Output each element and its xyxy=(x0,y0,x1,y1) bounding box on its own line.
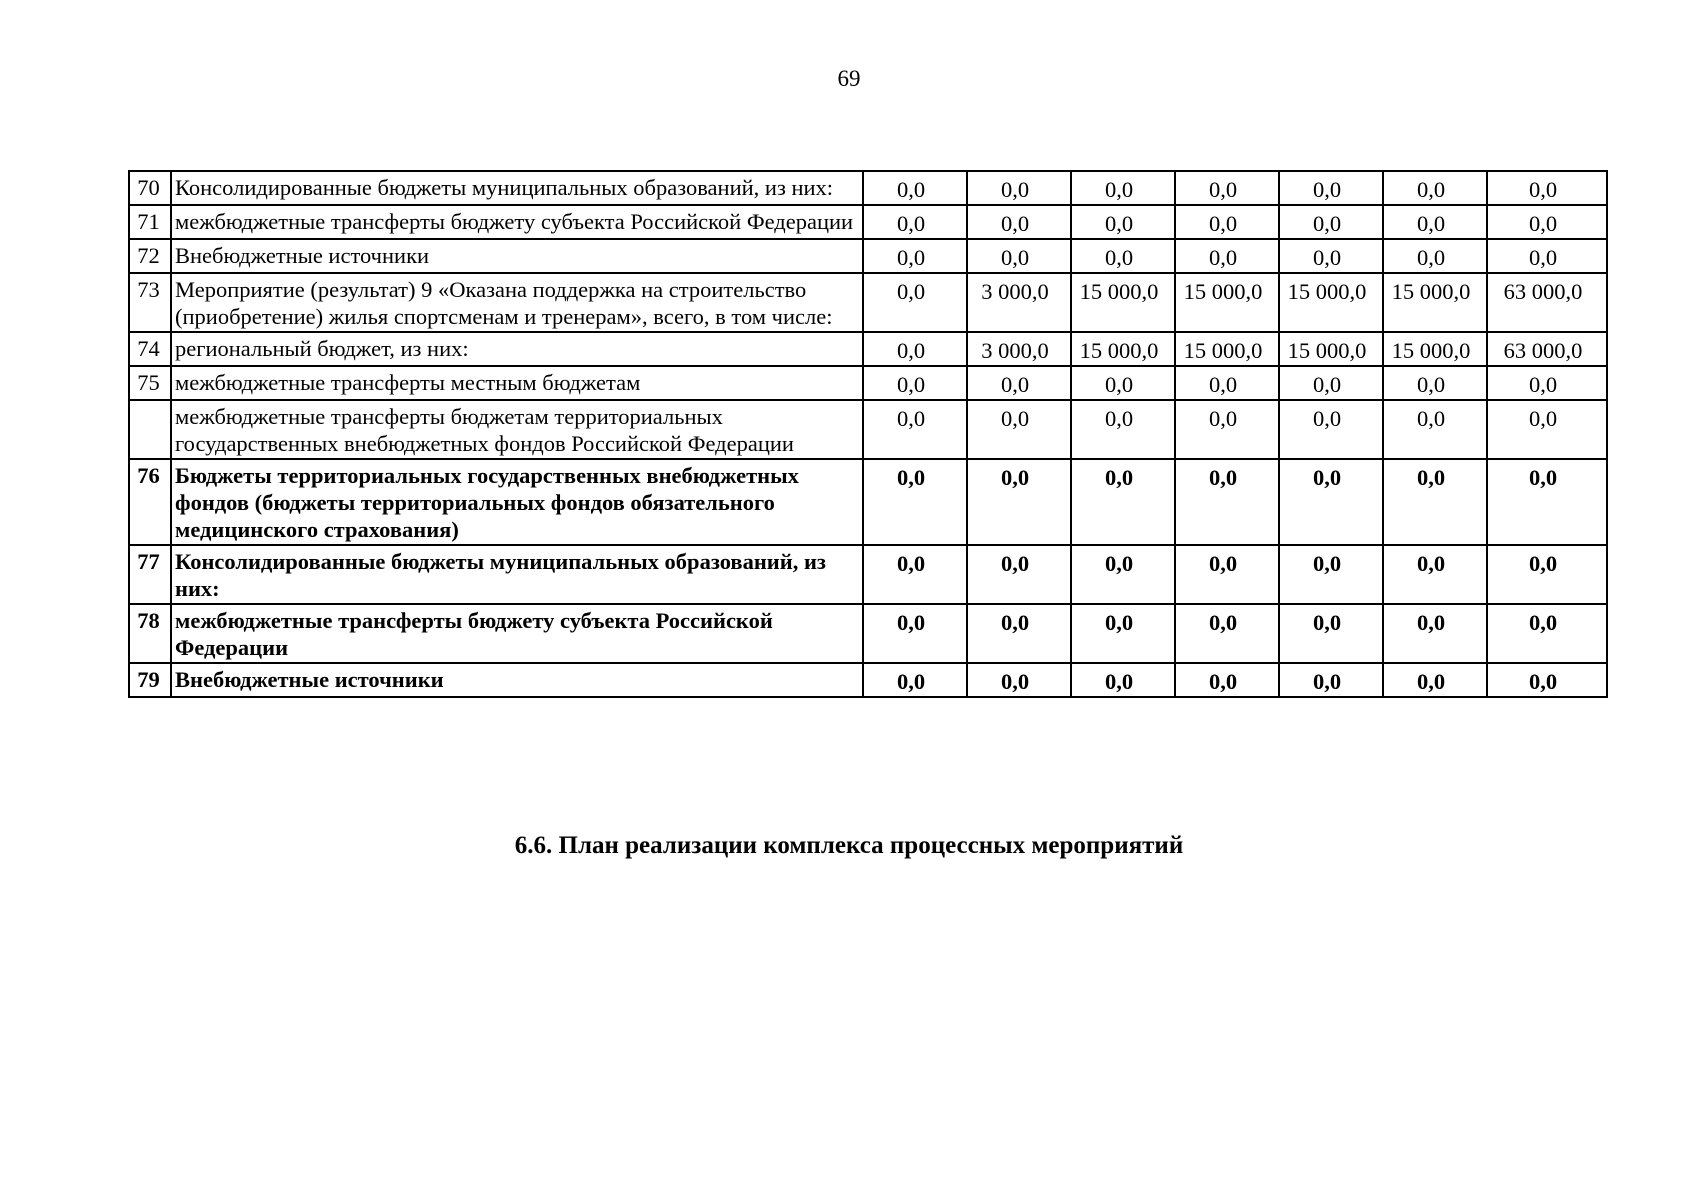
value-cell: 0,0 xyxy=(1383,366,1487,400)
value-cell: 0,0 xyxy=(1383,663,1487,697)
value-cell: 0,0 xyxy=(1383,459,1487,545)
row-label: региональный бюджет, из них: xyxy=(171,332,863,366)
value-cell: 0,0 xyxy=(1383,604,1487,663)
value-cell: 3 000,0 xyxy=(967,273,1071,332)
value-cell: 0,0 xyxy=(1175,459,1279,545)
table-row xyxy=(129,239,1607,273)
value-cell: 0,0 xyxy=(1383,400,1487,459)
value-cell: 3 000,0 xyxy=(967,332,1071,366)
value-cell: 0,0 xyxy=(1487,239,1607,273)
value-cell: 15 000,0 xyxy=(1175,332,1279,366)
value-cell: 63 000,0 xyxy=(1487,273,1607,332)
value-cell: 0,0 xyxy=(1487,604,1607,663)
value-cell: 0,0 xyxy=(863,273,967,332)
value-cell: 15 000,0 xyxy=(1279,273,1383,332)
value-cell: 0,0 xyxy=(1175,545,1279,604)
value-cell: 0,0 xyxy=(1279,366,1383,400)
value-cell: 0,0 xyxy=(1175,663,1279,697)
row-label: Бюджеты территориальных государственных внебюджетных фондов (бюджеты территориальных фондов обязательного медицинского страхования) xyxy=(171,459,863,545)
table-body xyxy=(129,171,1607,697)
value-cell: 0,0 xyxy=(1279,459,1383,545)
value-cell: 0,0 xyxy=(863,366,967,400)
value-cell: 0,0 xyxy=(1071,604,1175,663)
row-number: 79 xyxy=(129,663,171,697)
row-number: 75 xyxy=(129,366,171,400)
row-label: Консолидированные бюджеты муниципальных образований, из них: xyxy=(171,171,863,205)
page-number: 69 xyxy=(837,66,861,91)
value-cell: 0,0 xyxy=(1071,400,1175,459)
value-cell: 63 000,0 xyxy=(1487,332,1607,366)
value-cell: 0,0 xyxy=(967,366,1071,400)
row-number: 72 xyxy=(129,239,171,273)
value-cell: 0,0 xyxy=(1071,459,1175,545)
row-label: Мероприятие (результат) 9 «Оказана поддержка на строительство (приобретение) жилья спортсменам и тренерам», всего, в том числе: xyxy=(171,273,863,332)
value-cell: 0,0 xyxy=(1175,205,1279,239)
value-cell: 0,0 xyxy=(863,171,967,205)
value-cell: 0,0 xyxy=(1487,171,1607,205)
table-row xyxy=(129,545,1607,604)
table-row xyxy=(129,663,1607,697)
value-cell: 0,0 xyxy=(1071,239,1175,273)
value-cell: 0,0 xyxy=(1487,205,1607,239)
value-cell: 0,0 xyxy=(1071,545,1175,604)
row-number: 76 xyxy=(129,459,171,545)
value-cell: 0,0 xyxy=(1279,239,1383,273)
value-cell: 0,0 xyxy=(1487,459,1607,545)
value-cell: 0,0 xyxy=(1487,663,1607,697)
value-cell: 0,0 xyxy=(1279,663,1383,697)
table-row xyxy=(129,205,1607,239)
value-cell: 0,0 xyxy=(863,663,967,697)
value-cell: 0,0 xyxy=(967,239,1071,273)
value-cell: 0,0 xyxy=(967,459,1071,545)
value-cell: 15 000,0 xyxy=(1175,273,1279,332)
value-cell: 0,0 xyxy=(967,663,1071,697)
value-cell: 0,0 xyxy=(967,205,1071,239)
value-cell: 0,0 xyxy=(1071,171,1175,205)
value-cell: 15 000,0 xyxy=(1383,273,1487,332)
row-number: 73 xyxy=(129,273,171,332)
value-cell: 0,0 xyxy=(1487,400,1607,459)
row-label: Внебюджетные источники xyxy=(171,663,863,697)
table-row xyxy=(129,273,1607,332)
value-cell: 0,0 xyxy=(863,400,967,459)
value-cell: 0,0 xyxy=(1175,604,1279,663)
row-number: 70 xyxy=(129,171,171,205)
value-cell: 0,0 xyxy=(863,604,967,663)
row-label: межбюджетные трансферты местным бюджетам xyxy=(171,366,863,400)
value-cell: 0,0 xyxy=(863,205,967,239)
row-number: 77 xyxy=(129,545,171,604)
value-cell: 0,0 xyxy=(1175,400,1279,459)
value-cell: 0,0 xyxy=(1071,663,1175,697)
row-number: 71 xyxy=(129,205,171,239)
value-cell: 0,0 xyxy=(1175,171,1279,205)
value-cell: 0,0 xyxy=(1175,366,1279,400)
value-cell: 0,0 xyxy=(967,604,1071,663)
value-cell: 0,0 xyxy=(1487,545,1607,604)
value-cell: 0,0 xyxy=(1383,239,1487,273)
value-cell: 0,0 xyxy=(1071,205,1175,239)
row-label: Внебюджетные источники xyxy=(171,239,863,273)
row-number: 74 xyxy=(129,332,171,366)
value-cell: 0,0 xyxy=(1279,604,1383,663)
value-cell: 15 000,0 xyxy=(1071,273,1175,332)
value-cell: 0,0 xyxy=(863,459,967,545)
table-row xyxy=(129,366,1607,400)
table-row xyxy=(129,400,1607,459)
value-cell: 15 000,0 xyxy=(1279,332,1383,366)
value-cell: 0,0 xyxy=(1175,239,1279,273)
value-cell: 0,0 xyxy=(863,332,967,366)
row-label: межбюджетные трансферты бюджетам территориальных государственных внебюджетных фондов Российской Федерации xyxy=(171,400,863,459)
value-cell: 0,0 xyxy=(1383,545,1487,604)
value-cell: 15 000,0 xyxy=(1071,332,1175,366)
value-cell: 0,0 xyxy=(863,545,967,604)
row-label: межбюджетные трансферты бюджету субъекта Российской Федерации xyxy=(171,604,863,663)
row-number xyxy=(129,400,171,459)
table-row xyxy=(129,459,1607,545)
budget-table xyxy=(128,170,1608,698)
value-cell: 0,0 xyxy=(1279,400,1383,459)
table-row xyxy=(129,332,1607,366)
value-cell: 0,0 xyxy=(967,545,1071,604)
value-cell: 0,0 xyxy=(1279,171,1383,205)
row-label: Консолидированные бюджеты муниципальных образований, из них: xyxy=(171,545,863,604)
value-cell: 0,0 xyxy=(1279,545,1383,604)
value-cell: 0,0 xyxy=(1279,205,1383,239)
table-row xyxy=(129,171,1607,205)
value-cell: 0,0 xyxy=(863,239,967,273)
value-cell: 0,0 xyxy=(1383,205,1487,239)
value-cell: 0,0 xyxy=(1487,366,1607,400)
value-cell: 0,0 xyxy=(967,171,1071,205)
value-cell: 0,0 xyxy=(967,400,1071,459)
row-number: 78 xyxy=(129,604,171,663)
value-cell: 0,0 xyxy=(1383,171,1487,205)
row-label: межбюджетные трансферты бюджету субъекта Российской Федерации xyxy=(171,205,863,239)
value-cell: 0,0 xyxy=(1071,366,1175,400)
table-row xyxy=(129,604,1607,663)
value-cell: 15 000,0 xyxy=(1383,332,1487,366)
section-heading: 6.6. План реализации комплекса процессных мероприятий xyxy=(514,832,1184,859)
